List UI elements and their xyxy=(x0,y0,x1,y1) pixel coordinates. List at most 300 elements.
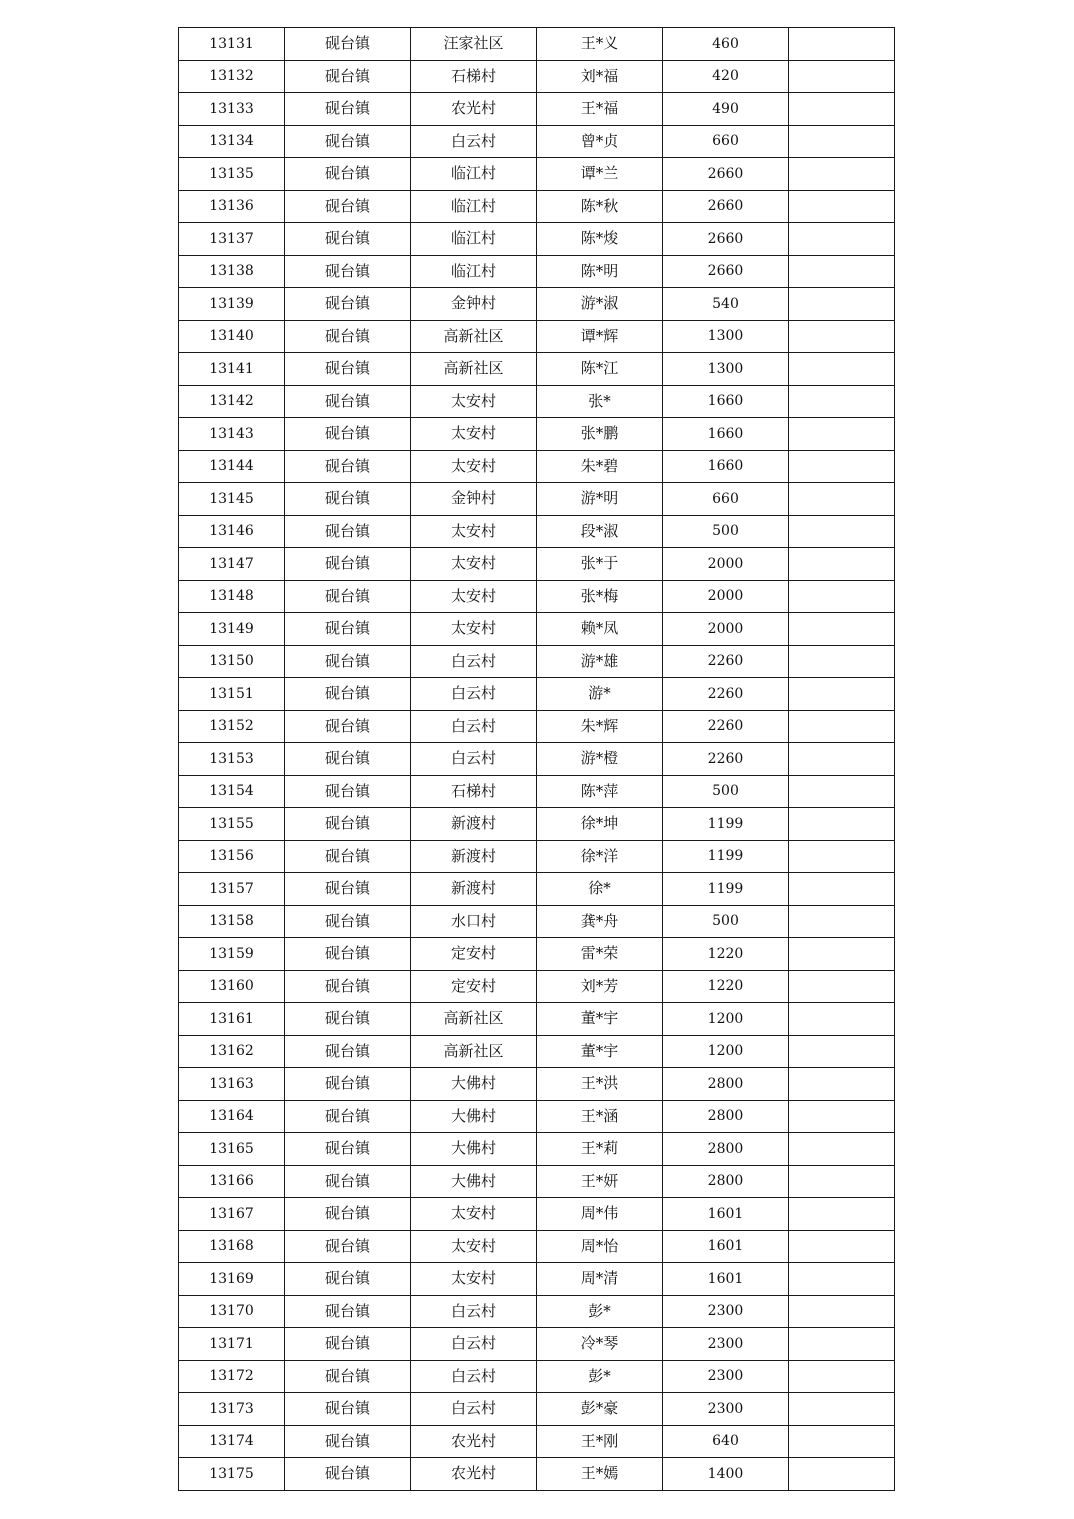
id-cell: 13132 xyxy=(179,60,285,93)
amount-cell: 2800 xyxy=(663,1133,789,1166)
table-row xyxy=(179,580,895,613)
table-row xyxy=(179,1068,895,1101)
village-cell: 白云村 xyxy=(411,743,537,776)
amount-cell: 2800 xyxy=(663,1068,789,1101)
amount-cell: 2000 xyxy=(663,613,789,646)
note-cell xyxy=(789,840,895,873)
note-cell xyxy=(789,483,895,516)
table-row xyxy=(179,548,895,581)
note-cell xyxy=(789,1263,895,1296)
amount-cell: 1220 xyxy=(663,970,789,1003)
name-cell: 徐*坤 xyxy=(537,808,663,841)
amount-cell: 2260 xyxy=(663,678,789,711)
village-cell: 白云村 xyxy=(411,125,537,158)
id-cell: 13168 xyxy=(179,1230,285,1263)
town-cell: 砚台镇 xyxy=(285,1458,411,1491)
table-row xyxy=(179,710,895,743)
id-cell: 13157 xyxy=(179,873,285,906)
id-cell: 13162 xyxy=(179,1035,285,1068)
table-row xyxy=(179,93,895,126)
village-cell: 定安村 xyxy=(411,970,537,1003)
note-cell xyxy=(789,1360,895,1393)
note-cell xyxy=(789,1393,895,1426)
amount-cell: 2800 xyxy=(663,1100,789,1133)
name-cell: 王*涵 xyxy=(537,1100,663,1133)
id-cell: 13154 xyxy=(179,775,285,808)
note-cell xyxy=(789,1165,895,1198)
records-table-body xyxy=(179,28,895,1491)
id-cell: 13175 xyxy=(179,1458,285,1491)
town-cell: 砚台镇 xyxy=(285,190,411,223)
village-cell: 白云村 xyxy=(411,678,537,711)
amount-cell: 2260 xyxy=(663,710,789,743)
table-row xyxy=(179,905,895,938)
name-cell: 王*妍 xyxy=(537,1165,663,1198)
table-row xyxy=(179,1360,895,1393)
amount-cell: 460 xyxy=(663,28,789,61)
table-row xyxy=(179,288,895,321)
name-cell: 陈*秋 xyxy=(537,190,663,223)
name-cell: 徐*洋 xyxy=(537,840,663,873)
id-cell: 13146 xyxy=(179,515,285,548)
note-cell xyxy=(789,1198,895,1231)
name-cell: 徐* xyxy=(537,873,663,906)
amount-cell: 660 xyxy=(663,483,789,516)
id-cell: 13164 xyxy=(179,1100,285,1133)
amount-cell: 2260 xyxy=(663,645,789,678)
name-cell: 游*明 xyxy=(537,483,663,516)
table-row xyxy=(179,775,895,808)
table-row xyxy=(179,840,895,873)
town-cell: 砚台镇 xyxy=(285,548,411,581)
name-cell: 王*莉 xyxy=(537,1133,663,1166)
name-cell: 谭*兰 xyxy=(537,158,663,191)
village-cell: 太安村 xyxy=(411,580,537,613)
name-cell: 张*鹏 xyxy=(537,418,663,451)
town-cell: 砚台镇 xyxy=(285,1198,411,1231)
note-cell xyxy=(789,125,895,158)
town-cell: 砚台镇 xyxy=(285,93,411,126)
village-cell: 金钟村 xyxy=(411,483,537,516)
note-cell xyxy=(789,1230,895,1263)
id-cell: 13169 xyxy=(179,1263,285,1296)
village-cell: 临江村 xyxy=(411,158,537,191)
note-cell xyxy=(789,385,895,418)
note-cell xyxy=(789,1035,895,1068)
name-cell: 王*嫣 xyxy=(537,1458,663,1491)
town-cell: 砚台镇 xyxy=(285,775,411,808)
amount-cell: 500 xyxy=(663,775,789,808)
amount-cell: 1660 xyxy=(663,418,789,451)
village-cell: 新渡村 xyxy=(411,873,537,906)
id-cell: 13171 xyxy=(179,1328,285,1361)
note-cell xyxy=(789,645,895,678)
name-cell: 游* xyxy=(537,678,663,711)
note-cell xyxy=(789,1458,895,1491)
id-cell: 13172 xyxy=(179,1360,285,1393)
id-cell: 13167 xyxy=(179,1198,285,1231)
id-cell: 13148 xyxy=(179,580,285,613)
name-cell: 刘*芳 xyxy=(537,970,663,1003)
table-row xyxy=(179,645,895,678)
table-row xyxy=(179,1328,895,1361)
village-cell: 农光村 xyxy=(411,1458,537,1491)
amount-cell: 2660 xyxy=(663,158,789,191)
town-cell: 砚台镇 xyxy=(285,905,411,938)
note-cell xyxy=(789,905,895,938)
table-row xyxy=(179,873,895,906)
amount-cell: 2000 xyxy=(663,548,789,581)
name-cell: 谭*辉 xyxy=(537,320,663,353)
amount-cell: 1300 xyxy=(663,353,789,386)
table-row xyxy=(179,1295,895,1328)
amount-cell: 2660 xyxy=(663,255,789,288)
note-cell xyxy=(789,1425,895,1458)
note-cell xyxy=(789,158,895,191)
id-cell: 13137 xyxy=(179,223,285,256)
town-cell: 砚台镇 xyxy=(285,288,411,321)
village-cell: 太安村 xyxy=(411,613,537,646)
id-cell: 13135 xyxy=(179,158,285,191)
town-cell: 砚台镇 xyxy=(285,1263,411,1296)
id-cell: 13147 xyxy=(179,548,285,581)
id-cell: 13152 xyxy=(179,710,285,743)
town-cell: 砚台镇 xyxy=(285,450,411,483)
amount-cell: 500 xyxy=(663,905,789,938)
note-cell xyxy=(789,548,895,581)
table-row xyxy=(179,1230,895,1263)
table-row xyxy=(179,1100,895,1133)
name-cell: 王*洪 xyxy=(537,1068,663,1101)
amount-cell: 420 xyxy=(663,60,789,93)
name-cell: 张*梅 xyxy=(537,580,663,613)
name-cell: 王*义 xyxy=(537,28,663,61)
town-cell: 砚台镇 xyxy=(285,1360,411,1393)
town-cell: 砚台镇 xyxy=(285,580,411,613)
village-cell: 临江村 xyxy=(411,223,537,256)
note-cell xyxy=(789,710,895,743)
amount-cell: 2300 xyxy=(663,1295,789,1328)
id-cell: 13158 xyxy=(179,905,285,938)
note-cell xyxy=(789,873,895,906)
town-cell: 砚台镇 xyxy=(285,645,411,678)
village-cell: 白云村 xyxy=(411,710,537,743)
note-cell xyxy=(789,190,895,223)
amount-cell: 1199 xyxy=(663,840,789,873)
table-row xyxy=(179,1133,895,1166)
id-cell: 13145 xyxy=(179,483,285,516)
id-cell: 13144 xyxy=(179,450,285,483)
village-cell: 大佛村 xyxy=(411,1068,537,1101)
village-cell: 大佛村 xyxy=(411,1165,537,1198)
id-cell: 13136 xyxy=(179,190,285,223)
table-row xyxy=(179,1458,895,1491)
name-cell: 张* xyxy=(537,385,663,418)
id-cell: 13140 xyxy=(179,320,285,353)
village-cell: 白云村 xyxy=(411,1360,537,1393)
town-cell: 砚台镇 xyxy=(285,743,411,776)
id-cell: 13143 xyxy=(179,418,285,451)
amount-cell: 490 xyxy=(663,93,789,126)
village-cell: 太安村 xyxy=(411,548,537,581)
town-cell: 砚台镇 xyxy=(285,808,411,841)
id-cell: 13160 xyxy=(179,970,285,1003)
village-cell: 太安村 xyxy=(411,1230,537,1263)
village-cell: 定安村 xyxy=(411,938,537,971)
town-cell: 砚台镇 xyxy=(285,255,411,288)
amount-cell: 1400 xyxy=(663,1458,789,1491)
village-cell: 石梯村 xyxy=(411,775,537,808)
amount-cell: 1601 xyxy=(663,1263,789,1296)
table-row xyxy=(179,255,895,288)
village-cell: 白云村 xyxy=(411,1393,537,1426)
town-cell: 砚台镇 xyxy=(285,418,411,451)
id-cell: 13163 xyxy=(179,1068,285,1101)
village-cell: 新渡村 xyxy=(411,808,537,841)
table-row xyxy=(179,125,895,158)
table-row xyxy=(179,385,895,418)
table-row xyxy=(179,970,895,1003)
note-cell xyxy=(789,223,895,256)
table-row xyxy=(179,418,895,451)
id-cell: 13142 xyxy=(179,385,285,418)
name-cell: 王*刚 xyxy=(537,1425,663,1458)
note-cell xyxy=(789,1068,895,1101)
note-cell xyxy=(789,1003,895,1036)
village-cell: 太安村 xyxy=(411,418,537,451)
town-cell: 砚台镇 xyxy=(285,1295,411,1328)
town-cell: 砚台镇 xyxy=(285,223,411,256)
id-cell: 13139 xyxy=(179,288,285,321)
village-cell: 大佛村 xyxy=(411,1100,537,1133)
id-cell: 13159 xyxy=(179,938,285,971)
table-row xyxy=(179,223,895,256)
name-cell: 雷*荣 xyxy=(537,938,663,971)
note-cell xyxy=(789,970,895,1003)
note-cell xyxy=(789,60,895,93)
amount-cell: 1200 xyxy=(663,1035,789,1068)
town-cell: 砚台镇 xyxy=(285,1425,411,1458)
amount-cell: 660 xyxy=(663,125,789,158)
note-cell xyxy=(789,1328,895,1361)
table-row xyxy=(179,1393,895,1426)
name-cell: 游*橙 xyxy=(537,743,663,776)
name-cell: 龚*舟 xyxy=(537,905,663,938)
town-cell: 砚台镇 xyxy=(285,710,411,743)
note-cell xyxy=(789,353,895,386)
note-cell xyxy=(789,255,895,288)
name-cell: 冷*琴 xyxy=(537,1328,663,1361)
name-cell: 游*淑 xyxy=(537,288,663,321)
amount-cell: 1200 xyxy=(663,1003,789,1036)
village-cell: 大佛村 xyxy=(411,1133,537,1166)
amount-cell: 500 xyxy=(663,515,789,548)
village-cell: 金钟村 xyxy=(411,288,537,321)
table-row xyxy=(179,158,895,191)
name-cell: 彭*豪 xyxy=(537,1393,663,1426)
amount-cell: 1199 xyxy=(663,873,789,906)
town-cell: 砚台镇 xyxy=(285,1068,411,1101)
id-cell: 13156 xyxy=(179,840,285,873)
table-row xyxy=(179,743,895,776)
id-cell: 13153 xyxy=(179,743,285,776)
note-cell xyxy=(789,775,895,808)
id-cell: 13173 xyxy=(179,1393,285,1426)
table-row xyxy=(179,450,895,483)
table-row xyxy=(179,190,895,223)
village-cell: 太安村 xyxy=(411,450,537,483)
id-cell: 13165 xyxy=(179,1133,285,1166)
id-cell: 13174 xyxy=(179,1425,285,1458)
id-cell: 13161 xyxy=(179,1003,285,1036)
id-cell: 13150 xyxy=(179,645,285,678)
table-row xyxy=(179,483,895,516)
table-row xyxy=(179,1425,895,1458)
note-cell xyxy=(789,808,895,841)
amount-cell: 540 xyxy=(663,288,789,321)
amount-cell: 2300 xyxy=(663,1328,789,1361)
village-cell: 太安村 xyxy=(411,515,537,548)
note-cell xyxy=(789,515,895,548)
name-cell: 游*雄 xyxy=(537,645,663,678)
town-cell: 砚台镇 xyxy=(285,125,411,158)
town-cell: 砚台镇 xyxy=(285,873,411,906)
village-cell: 高新社区 xyxy=(411,1003,537,1036)
village-cell: 高新社区 xyxy=(411,320,537,353)
name-cell: 董*宇 xyxy=(537,1035,663,1068)
village-cell: 白云村 xyxy=(411,645,537,678)
name-cell: 段*淑 xyxy=(537,515,663,548)
note-cell xyxy=(789,678,895,711)
table-row xyxy=(179,1003,895,1036)
table-row xyxy=(179,515,895,548)
amount-cell: 2300 xyxy=(663,1393,789,1426)
name-cell: 陈*萍 xyxy=(537,775,663,808)
amount-cell: 1601 xyxy=(663,1198,789,1231)
village-cell: 太安村 xyxy=(411,1263,537,1296)
town-cell: 砚台镇 xyxy=(285,613,411,646)
town-cell: 砚台镇 xyxy=(285,1230,411,1263)
village-cell: 新渡村 xyxy=(411,840,537,873)
village-cell: 农光村 xyxy=(411,93,537,126)
name-cell: 彭* xyxy=(537,1360,663,1393)
town-cell: 砚台镇 xyxy=(285,1393,411,1426)
id-cell: 13131 xyxy=(179,28,285,61)
town-cell: 砚台镇 xyxy=(285,1003,411,1036)
table-row xyxy=(179,320,895,353)
town-cell: 砚台镇 xyxy=(285,1100,411,1133)
note-cell xyxy=(789,580,895,613)
name-cell: 周*清 xyxy=(537,1263,663,1296)
table-row xyxy=(179,1198,895,1231)
amount-cell: 2260 xyxy=(663,743,789,776)
id-cell: 13151 xyxy=(179,678,285,711)
amount-cell: 2300 xyxy=(663,1360,789,1393)
id-cell: 13134 xyxy=(179,125,285,158)
note-cell xyxy=(789,288,895,321)
village-cell: 临江村 xyxy=(411,255,537,288)
amount-cell: 1660 xyxy=(663,385,789,418)
id-cell: 13166 xyxy=(179,1165,285,1198)
town-cell: 砚台镇 xyxy=(285,938,411,971)
name-cell: 张*于 xyxy=(537,548,663,581)
table-row xyxy=(179,938,895,971)
amount-cell: 1601 xyxy=(663,1230,789,1263)
name-cell: 陈*明 xyxy=(537,255,663,288)
amount-cell: 640 xyxy=(663,1425,789,1458)
id-cell: 13170 xyxy=(179,1295,285,1328)
name-cell: 陈*江 xyxy=(537,353,663,386)
name-cell: 王*福 xyxy=(537,93,663,126)
note-cell xyxy=(789,28,895,61)
name-cell: 周*怡 xyxy=(537,1230,663,1263)
town-cell: 砚台镇 xyxy=(285,483,411,516)
id-cell: 13149 xyxy=(179,613,285,646)
name-cell: 朱*碧 xyxy=(537,450,663,483)
amount-cell: 2660 xyxy=(663,223,789,256)
id-cell: 13141 xyxy=(179,353,285,386)
name-cell: 曾*贞 xyxy=(537,125,663,158)
id-cell: 13133 xyxy=(179,93,285,126)
note-cell xyxy=(789,418,895,451)
village-cell: 高新社区 xyxy=(411,1035,537,1068)
town-cell: 砚台镇 xyxy=(285,840,411,873)
town-cell: 砚台镇 xyxy=(285,1165,411,1198)
town-cell: 砚台镇 xyxy=(285,1035,411,1068)
name-cell: 彭* xyxy=(537,1295,663,1328)
name-cell: 董*宇 xyxy=(537,1003,663,1036)
note-cell xyxy=(789,320,895,353)
note-cell xyxy=(789,450,895,483)
name-cell: 周*伟 xyxy=(537,1198,663,1231)
village-cell: 太安村 xyxy=(411,385,537,418)
town-cell: 砚台镇 xyxy=(285,970,411,1003)
amount-cell: 2000 xyxy=(663,580,789,613)
amount-cell: 1660 xyxy=(663,450,789,483)
table-row xyxy=(179,678,895,711)
note-cell xyxy=(789,1295,895,1328)
town-cell: 砚台镇 xyxy=(285,678,411,711)
village-cell: 临江村 xyxy=(411,190,537,223)
amount-cell: 1199 xyxy=(663,808,789,841)
town-cell: 砚台镇 xyxy=(285,1133,411,1166)
note-cell xyxy=(789,1100,895,1133)
town-cell: 砚台镇 xyxy=(285,515,411,548)
amount-cell: 1300 xyxy=(663,320,789,353)
name-cell: 刘*福 xyxy=(537,60,663,93)
town-cell: 砚台镇 xyxy=(285,1328,411,1361)
table-row xyxy=(179,808,895,841)
village-cell: 汪家社区 xyxy=(411,28,537,61)
note-cell xyxy=(789,1133,895,1166)
note-cell xyxy=(789,743,895,776)
amount-cell: 2800 xyxy=(663,1165,789,1198)
note-cell xyxy=(789,93,895,126)
town-cell: 砚台镇 xyxy=(285,158,411,191)
table-row xyxy=(179,1263,895,1296)
note-cell xyxy=(789,938,895,971)
name-cell: 赖*凤 xyxy=(537,613,663,646)
town-cell: 砚台镇 xyxy=(285,60,411,93)
name-cell: 陈*焌 xyxy=(537,223,663,256)
name-cell: 朱*辉 xyxy=(537,710,663,743)
table-row xyxy=(179,1035,895,1068)
village-cell: 高新社区 xyxy=(411,353,537,386)
table-row xyxy=(179,60,895,93)
id-cell: 13155 xyxy=(179,808,285,841)
village-cell: 石梯村 xyxy=(411,60,537,93)
town-cell: 砚台镇 xyxy=(285,385,411,418)
